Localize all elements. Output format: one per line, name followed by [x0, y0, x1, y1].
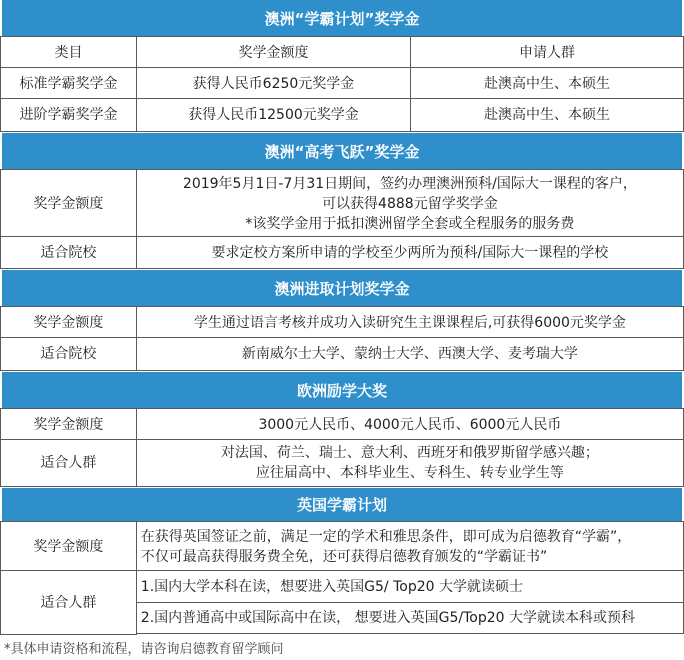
crowd-line: 对法国、荷兰、瑞士、意大利、西班牙和俄罗斯留学感兴趣；: [220, 445, 599, 461]
table-header-row: [0, 37, 684, 69]
table-row: [0, 522, 684, 572]
column-header-amount: 奖学金额度: [136, 36, 411, 69]
section-title: 澳洲“学霸计划”奖学金: [264, 9, 420, 28]
table-row: [0, 409, 684, 441]
column-header-category: 类目: [0, 36, 137, 69]
value-cell: [136, 169, 684, 238]
section-title: 英国学霸计划: [296, 496, 387, 514]
table-row: [0, 237, 684, 269]
value-cell: 新南威尔士大学、蒙纳士大学、西澳大学、麦考瑞大学: [136, 337, 684, 371]
applicants-cell: 赴澳高中生、本硕生: [410, 67, 684, 100]
label-cell: 奖学金额度: [0, 306, 137, 339]
amount-cell: 获得人民币12500元奖学金: [136, 98, 411, 132]
column-header-applicants: 申请人群: [410, 36, 684, 69]
amount-line: 在获得英国签证之前，满足一定的学术和雅思条件，即可成为启德教育“学霸”，: [140, 528, 632, 545]
label-cell: 适合院校: [0, 337, 137, 371]
amount-cell: 获得人民币6250元奖学金: [136, 67, 411, 100]
amount-line: 2019年5月1日-7月31日期间，签约办理澳洲预科/国际大一课程的客户，: [182, 175, 637, 192]
footnote: *具体申请资格和流程，请咨询启德教育留学顾问: [4, 642, 284, 657]
section-title: 澳洲进取计划奖学金: [274, 279, 410, 298]
crowd-line: 应往届高中、本科毕业生、专科生、转专业学生等: [255, 465, 564, 481]
applicants-cell: 赴澳高中生、本硕生: [410, 98, 684, 132]
table-row: [0, 99, 684, 132]
table-row: [0, 571, 684, 635]
crowd-item: 2.国内普通高中或国际高中在读， 想要进入英国G5/Top20 大学就读本科或预科: [136, 602, 684, 634]
category-cell: 标准学霸奖学金: [0, 67, 137, 100]
crowd-item: 1.国内大学本科在读，想要进入英国G5/ Top20 大学就读硕士: [136, 570, 684, 603]
label-cell: 适合院校: [0, 236, 137, 269]
amount-note: *该奖学金用于抵扣澳洲留学全套或全程服务的服务费: [245, 215, 575, 232]
table-row: [0, 338, 684, 371]
section-title: 欧洲励学大奖: [296, 381, 387, 400]
amount-line: 可以获得4888元留学奖学金: [322, 195, 498, 212]
value-cell: [136, 521, 684, 572]
section-title: 澳洲“高考飞跃”奖学金: [264, 142, 420, 161]
label-cell: 奖学金额度: [0, 521, 137, 572]
section-header-au-gaokao: [0, 133, 684, 169]
label-cell: 奖学金额度: [0, 408, 137, 441]
value-cell: 学生通过语言考核并成功入读研究生主课课程后,可获得6000元奖学金: [136, 306, 684, 339]
value-cell: 3000元人民币、4000元人民币、6000元人民币: [136, 408, 684, 441]
value-cell: 要求定校方案所申请的学校至少两所为预科/国际大一课程的学校: [136, 236, 684, 269]
value-group: [136, 570, 684, 635]
label-cell: 适合人群: [0, 439, 137, 487]
section-header-eu: [0, 372, 684, 408]
amount-line: 不仅可最高获得服务费全免，还可获得启德教育颁发的“学霸证书”: [140, 548, 548, 565]
label-cell: 奖学金额度: [0, 169, 137, 238]
table-row: [0, 440, 684, 487]
section-header-au-xueba: [0, 0, 684, 36]
section-header-au-jinqu: [0, 270, 684, 306]
table-row: [0, 307, 684, 339]
category-cell: 进阶学霸奖学金: [0, 98, 137, 132]
label-cell: 适合人群: [0, 570, 137, 635]
section-header-uk: [0, 488, 684, 521]
table-row: [0, 170, 684, 238]
table-row: [0, 68, 684, 100]
value-cell: [136, 439, 684, 487]
